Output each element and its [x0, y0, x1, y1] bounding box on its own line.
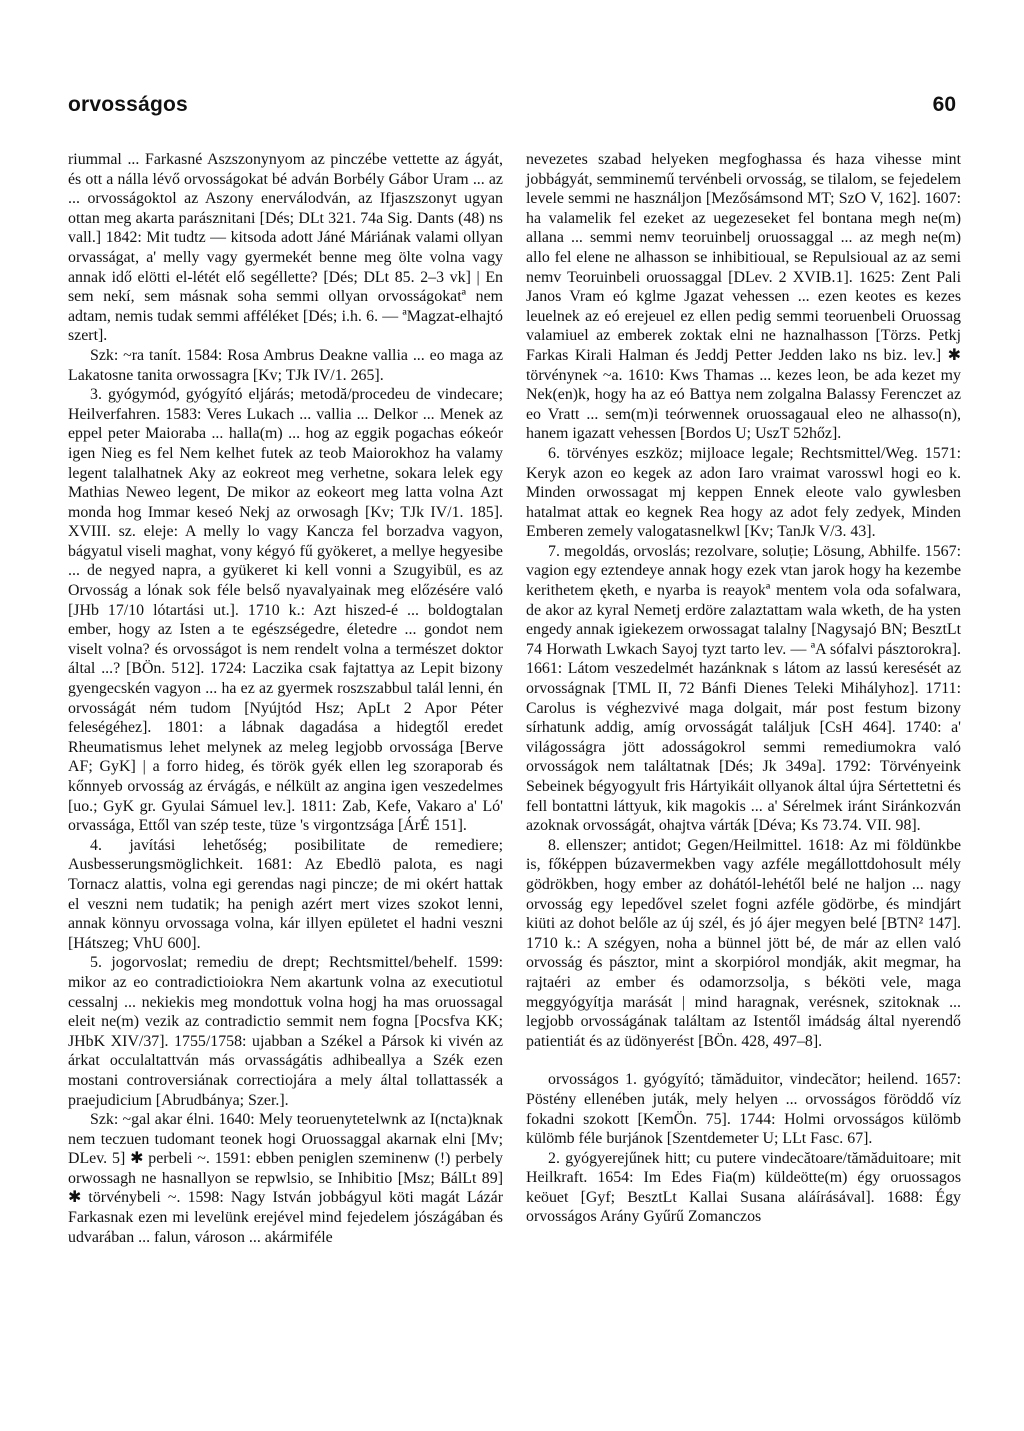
running-headword: orvosságos [68, 93, 188, 116]
left-column [68, 150, 503, 1247]
page-header [68, 93, 956, 123]
entry-paragraph: 4. javítási lehetőség; posibilitate de remediere; Ausbesserungsmöglichkeit. 1681: Az Ebedlö palota, es nagi Tornacz alattis, volna egi gerendas nagi pincze; de mi okért hattak el veszni nem tudatik; ha penigh azért mert vizes szokot lenni, annak könnyu orvossaga volna, kár illyen epületet el hadni veszni [Hátszeg; VhU 600]. [68, 836, 503, 952]
entry-paragraph: 8. ellenszer; antidot; Gegen/Heilmittel. 1618: Az mi földünkbe is, főképpen búzavermekben vagy azféle megállottdohosult mély gödrökben, hogy ember az dohától-lehétől belé ne haljon ... nagy orvosság egy lepedővel szelet fogni azféle gödörbe, és mindjárt kiüti az dohot belőle az új szél, és jó ájer megyen belé [BTN² 147]. 1710 k.: A szégyen, noha a bünnel jött bé, de már az ellen való orvosság és pásztor, mint a skorpiórol mondják, akit megmar, ha rajtaéri az ember és odamorzsolja, s béköti vele, maga meggyógyítja marását | mind haragnak, verésnek, szitoknak ... legjobb orvosságának találtam az Istentől imádság által nyerendő patientiát és az üdönyerést [BÖn. 428, 497–8]. [526, 836, 961, 1050]
entry-paragraph: 3. gyógymód, gyógyító eljárás; metodă/procedeu de vindecare; Heilverfahren. 1583: Veres Lukach ... vallia ... Delkor ... Menek az eppel peter Maioraba ... halla(m) ... hog az eggik pogachas eókeór igen Nieg es fel Nem kelhet futek az teob Maiorokhoz ha valamy legent talalhatnek Aky az eokreot meg verhetne, sokara lelek egy Mathias Neweo legent, De mikor az eokeort meg latta volna Azt monda hog Immar keseó Nekj az orwosagh [Kv; TJk IV/1. 185]. XVIII. sz. eleje: A melly lo vagy Kancza fel borzadva vagyon, bágyatul viseli maghat, vony kégyó fű gyökeret, a mellye hegyesibe ... de negyed napra, a gyükeret ki kell vonni a Szugyibül, es az Orvosság a lónak sok féle belső nyavalyainak meg előzésére való [JHb 17/10 lótartási ut.]. 1710 k.: Azt hiszed-é ... boldogtalan ember, hogy az Isten a te egészségedre, életedre ... gondot nem viselt volna? és orvosságot is nem rendelt volna a természet doktor által ...? [BÖn. 512]. 1724: Laczika csak fajtattya az Lepit bizony gyengecskén vagyon ... ha ez az gyermek roszszabbul talál lenni, én orvosságát ném tudom [Nyújtód Hsz; ApLt 2 Apor Péter feleségéhez]. 1801: a lábnak dagadása a hidegtől eredet Rheumatismus lehet melynek az meleg legjobb orvossága [Berve AF; GyK] | a forro hideg, és török gyék ellen leg szoraporab és kőnnyeb orvosság az érvágás, e nélkült az angina igen veszedelmes [uo.; GyK gr. Gyulai Sámuel lev.]. 1811: Zab, Kefe, Vakaro a' Ló' orvassága, Ettől van szép teste, tüze 's virgontzsága [ÁrÉ 151]. [68, 386, 503, 835]
page-number: 60 [932, 93, 956, 116]
entry-paragraph: nevezetes szabad helyeken megfoghassa és haza vihesse mint jobbágyát, semminemű tervénbeli orvosság, se tilalom, se fejedelem levele semmi ne használjon [Mezősámsond MT; SzO V, 162]. 1607: ha valamelik fel ezeket az uegezeseket fel bontana megh ne(m) allana ... semmi nemv teoruinbelj oruossaggal ... az megh ne(m) allo fel elene ne alhasson se inhibitioual, se Repulsioual az az semi nemv Teoruinbeli oruossaggal [DLev. 2 XVIB.1]. 1625: Zent Pali Janos Vram eó kglme Jgazat vehessen ... ezen keotes es kezes leuelnek az eó erejeuel ez ellen pedig semmi teoruenbeli Oruossag valamiuel az emberek zoktak elni ne haznalhasson [Törzs. Petkj Farkas Kirali Halman és Jeddj Petter Jedden lako ns biz. lev.] ✱ törvénynek ~a. 1610: Kws Thamas ... kezes leon, be ada kezet my Nek(en)k, hogy ha az eó Battya nem zolgalna Balassy Ferenczet az eo Vratt ... sem(m)i teórwennek oruossagaual eleo ne alhasso(n), hanem igazatt vehessen [Bordos U; UszT 52hőz]. [526, 151, 961, 443]
entry-paragraph: 2. gyógyerejűnek hitt; cu putere vindecătoare/tămăduitoare; mit Heilkraft. 1654: Im Edes Fia(m) küldeöttе(m) égy oruossagos keöuet [Gyf; BesztLt Kallai Susana aláírásával]. 1688: Égy orvosságos Arány Gyűrű Zomanczos [526, 1149, 961, 1226]
entry-paragraph: riummal ... Farkasné Aszszonynyom az pinczébe vettette az ágyát, és ott a nálla lévő orvosságokat bé adván Borbély Gábor Uram ... az ... orvosságoktol az Aszony enerválodván, az Ifjaszszonyt ugyan ottan meg akarta parásznitani [Dés; DLt 321. 74a Sig. Dants (48) ns vall.] 1842: Mit tudtz — kitsoda adott Jáné Máriának valami ollyan orvasságat, a' melly vagy gyermekét benne meg ölte volna vagy annak idő elötti el-létét elő segéllette? [Dés; DLt 85. 2–3 vk] | En sem nekí, sem másnak soha semmi ollyan orvosságokatª nem adtam, nemis tudak semmi afféléket [Dés; i.h. 6. — ªMagzat-elhajtó szert]. [68, 151, 503, 345]
entry-paragraph: Szk: ~gal akar élni. 1640: Mely teoruenytetelwnk az I(ncta)knak nem teczuen tudomant teonek hogi Oruossaggal akarnak elni [Mv; DLev. 5] ✱ perbeli ~. 1591: ebben peniglen szeminenw (!) perbely orwossagh ne hasnallyon se repwlsio, se Inhibitio [Msz; BálLt 89] ✱ törvénybeli ~. 1598: Nagy István jobbágyul köti magát Lázár Farkasnak ezen mi levelünk erejével mind fejedelem jószágában és udvarában ... falun, városon ... akármiféle [68, 1111, 503, 1246]
entry-paragraph: 5. jogorvoslat; remediu de drept; Rechtsmittel/behelf. 1599: mikor az eo contradictioiokra Nem akartunk volna az executiotul cessalnj ... nekiekis meg mondottuk volna hogj ha mas oruossagal eleit ne(m) vezik az contradictio semmit nem fogna [Pocsfva KK; JHbK XIV/37]. 1755/1758: ujabban a Székel a Pársok ki vivén az árkat occulaltattván más orvasságátis adhibeallya a Szék ezen mostani controversiának correctiojára a mely által tollattassék a praejudicium [Abrudbánya; Szer.]. [68, 954, 503, 1109]
headword-entry: orvosságos 1. gyógyító; tămăduitor, vindecător; heilend. 1657: Pöstény ellenében juták, mely helyen ... orvosságos föröddő víz fokadni szokott [KemÖn. 75]. 1744: Holmi orvosságos külömb külömb féle burjánok [Szentdemeter U; LLt Fasc. 67]. [526, 1071, 961, 1148]
entry-paragraph: 7. megoldás, orvoslás; rezolvare, soluție; Lösung, Abhilfe. 1567: vagion egy eztendeye annak hogy ezek vtan jarok hogy ha kezembe kerithetem ęketh, e nyarba is reayokª mentem vola oda sofalwara, de akor az kyral Nemetj erdöre zalaztattam wala wketh, de ha ysten engedy annak igiekezem orwossagat talalny [Nagysajó BN; BesztLt 74 Horwath Lwkach Sayoj tyzt tarto lev. — ªA sófalvi pásztorokra]. 1661: Látom veszedelmét hazánknak s látom az lassú keresését az orvosságnak [TML II, 72 Bánfi Dienes Teleki Mihályhoz]. 1711: Carolus is véghezvivé maga dolgait, már post festum bizony sírhatunk addig, amíg orvosságát találjuk [CsH 464]. 1740: a' világosságra jött adosságokrol semmi remediumokra való orvosságok nem találtatnak [Dés; Jk 349a]. 1792: Törvényeink Sebeinek bégyogyult fris Hártyikáit ollyanok által újra Sértettetni és fell bontattni láttyuk, kik magokis ... a' Sérelmek iránt Siránkozván azoknak orvosságát, ohajtva várták [Déva; Ks 73.74. VII. 98]. [526, 542, 961, 835]
entry-paragraph: 6. törvényes eszköz; mijloace legale; Rechtsmittel/Weg. 1571: Keryk azon eo kegek az adon Iaro vraimat varosswl hogi eo k. Minden orwossagat mj keppen Ennek eleote valo gywlesben hatalmat attak eo kegnek Rea hogy az adot fely zedyek, Minden Emberen zemely valogatasnelkwl [Kv; TanJk V/3. 43]. [526, 444, 961, 541]
right-column [526, 150, 961, 1227]
entry-paragraph: Szk: ~ra tanít. 1584: Rosa Ambrus Deakne vallia ... eo maga az Lakatosne tanita orwossagra [Kv; TJk IV/1. 265]. [68, 346, 503, 384]
